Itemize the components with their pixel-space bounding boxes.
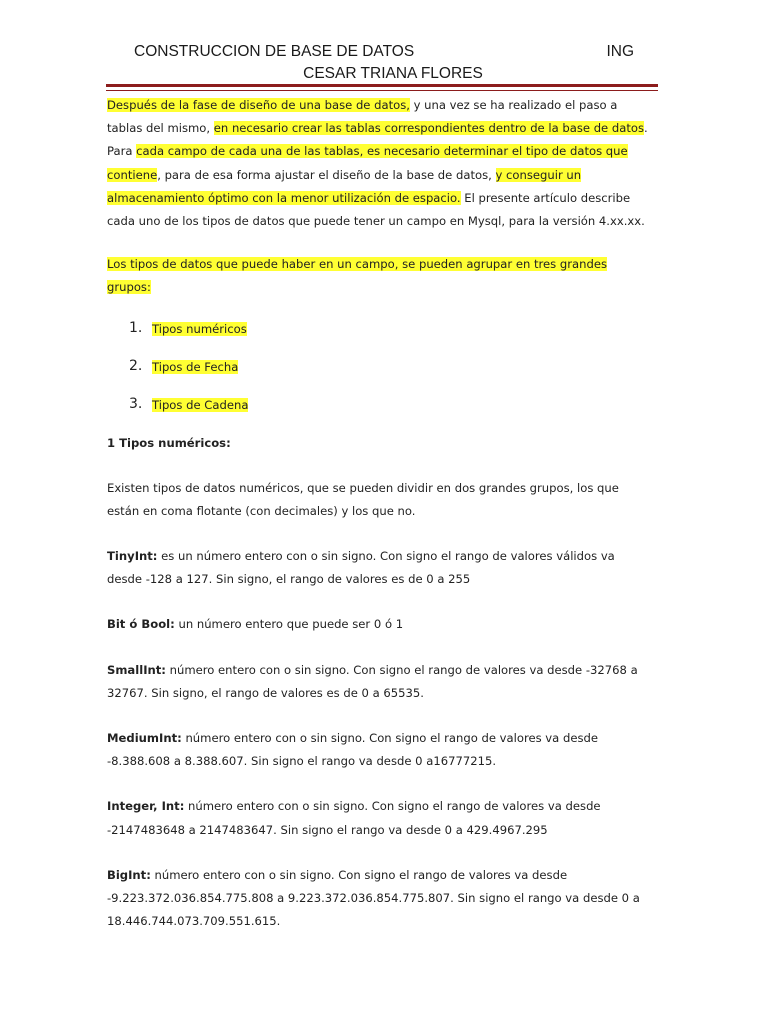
type-paragraph: [107, 795, 653, 841]
section-heading: 1 Tipos numéricos:: [107, 435, 231, 450]
header-rule-thin: [106, 90, 658, 91]
type-paragraph: [107, 613, 653, 636]
intro-paragraph: [107, 94, 653, 233]
header-role: ING: [606, 43, 634, 60]
highlight-text: y conseguir un almacenamiento óptimo con la menor utilización de espacio.: [107, 167, 582, 205]
type-description: número entero con o sin signo. Con signo el rango de valores va desde -32768 a 32767. Sin signo, el rango de valores es de 0 a 65535.: [107, 662, 638, 700]
list-number: 2.: [129, 357, 143, 374]
type-name: BigInt:: [107, 867, 151, 882]
type-description: número entero con o sin signo. Con signo el rango de valores va desde -8.388.608 a 8.388.607. Sin signo el rango va desde 0 a16777215.: [107, 731, 598, 769]
header-title: CONSTRUCCION DE BASE DE DATOS: [134, 43, 415, 60]
type-name: Bit ó Bool:: [107, 617, 175, 632]
plain-text: . Para: [107, 121, 648, 159]
type-description: número entero con o sin signo. Con signo el rango de valores va desde -9.223.372.036.854.775.808 a 9.223.372.036.854.775.807. Sin signo el rango va desde 0 a 18.446.744.073.709.551.615.: [107, 867, 640, 929]
highlight-text: Después de la fase de diseño de una base de datos,: [107, 98, 410, 112]
type-paragraph: [107, 545, 653, 591]
highlight-text: Los tipos de datos que puede haber en un campo, se pueden agrupar en tres grandes grupos:: [107, 257, 608, 295]
list-item: [107, 310, 653, 348]
list-label: Tipos numéricos: [152, 321, 247, 336]
plain-text: El presente artículo describe cada uno de los tipos de datos que puede tener un campo en Mysql, para la versión 4.xx.xx.: [107, 190, 645, 229]
list-item: [107, 386, 653, 424]
list-number: 1.: [129, 319, 143, 336]
section-intro-paragraph: Existen tipos de datos numéricos, que se pueden dividir en dos grandes grupos, los que están en coma flotante (con decimales) y los que no.: [107, 480, 619, 518]
type-name: SmallInt:: [107, 662, 166, 677]
plain-text: y una vez se ha realizado el paso a tablas del mismo,: [107, 98, 618, 136]
list-label: Tipos de Cadena: [152, 397, 249, 412]
groups-intro-paragraph: [107, 253, 653, 299]
type-description: número entero con o sin signo. Con signo el rango de valores va desde -2147483648 a 2147483647. Sin signo el rango va desde 0 a 429.4967.295: [107, 799, 601, 837]
list-item: [107, 348, 653, 386]
type-paragraph: [107, 864, 653, 934]
groups-list: [107, 310, 653, 424]
type-description: es un número entero con o sin signo. Con signo el rango de valores válidos va desde -128 a 127. Sin signo, el rango de valores es de 0 a 255: [107, 549, 615, 587]
list-label: Tipos de Fecha: [152, 359, 239, 374]
document-header: [134, 43, 634, 61]
type-paragraph: [107, 727, 653, 773]
header-author: CESAR TRIANA FLORES: [303, 65, 483, 82]
list-number: 3.: [129, 395, 143, 412]
plain-text: , para de esa forma ajustar el diseño de la base de datos,: [157, 167, 496, 182]
type-name: TinyInt:: [107, 549, 158, 564]
document-body: [107, 94, 653, 933]
highlight-text: cada campo de cada una de las tablas, es necesario determinar el tipo de datos que contiene: [107, 144, 628, 182]
highlight-text: en necesario crear las tablas correspondientes dentro de la base de datos: [213, 121, 645, 136]
type-name: MediumInt:: [107, 731, 182, 746]
header-rule-thick: [106, 84, 658, 87]
type-name: Integer, Int:: [107, 799, 185, 814]
type-description: un número entero que puede ser 0 ó 1: [174, 617, 404, 632]
type-paragraph: [107, 659, 653, 705]
